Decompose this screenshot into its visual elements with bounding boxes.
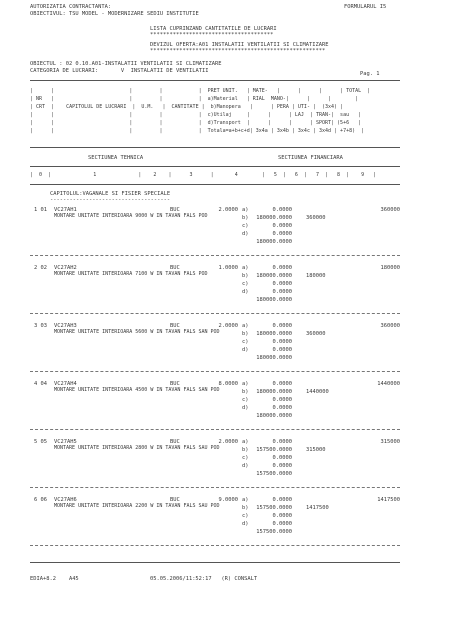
item-separator: [30, 313, 400, 314]
item-code: VC27AH2: [54, 265, 77, 271]
price-c: 0.0000: [272, 513, 292, 519]
contractor-line: AUTORIZATIA CONTRACTANTA:: [30, 4, 112, 10]
price-d: 0.0000: [272, 347, 292, 353]
price-letter: d): [242, 347, 249, 353]
price-letter: a): [242, 323, 249, 329]
item-manopera-value: 180000: [306, 273, 326, 279]
price-letter: a): [242, 439, 249, 445]
price-letter: c): [242, 455, 249, 461]
item-separator: [30, 371, 400, 372]
item-nr: 3 03: [34, 323, 47, 329]
price-letter: d): [242, 463, 249, 469]
item-um: BUC: [170, 497, 180, 503]
item-manopera-value: 1417500: [306, 505, 329, 511]
price-total: 180000.0000: [256, 413, 292, 419]
price-letter: a): [242, 207, 249, 213]
item-description: MONTARE UNITATE INTERIOARA 7100 W IN TAVAN FALS POD: [54, 271, 208, 277]
item-manopera-value: 360000: [306, 215, 326, 221]
price-letter: a): [242, 381, 249, 387]
item-separator: [30, 429, 400, 430]
price-a: 0.0000: [272, 207, 292, 213]
item-manopera-value: 1440000: [306, 389, 329, 395]
item-um: BUC: [170, 323, 180, 329]
header-top-rule: [30, 80, 400, 81]
price-d: 0.0000: [272, 521, 292, 527]
price-c: 0.0000: [272, 223, 292, 229]
item-description: MONTARE UNITATE INTERIOARA 2200 W IN TAVAN FALS SAU POD: [54, 503, 220, 509]
price-letter: c): [242, 513, 249, 519]
price-b: 180000.0000: [256, 331, 292, 337]
header-line-5: | | | | | d)Transport | | | | SPORT| (5+6 |: [30, 120, 362, 126]
section-financiara: SECTIUNEA FINANCIARA: [278, 155, 343, 161]
header-line-6: | | | | | Totala=a+b+c+d| 3x4a | 3x4b | 3x4c | 3x4d | +7+8) |: [30, 128, 365, 134]
column-numbers-rule: [30, 184, 400, 185]
price-letter: b): [242, 505, 249, 511]
section-rule: [30, 166, 400, 167]
item-total: 1440000: [377, 381, 400, 387]
item-code: VC27AH1: [54, 207, 77, 213]
item-um: BUC: [170, 439, 180, 445]
item-code: VC27AH4: [54, 381, 77, 387]
work-title: DEVIZUL OFERTA:A01 INSTALATII VENTILATII SI CLIMATIZARE: [150, 42, 329, 48]
category-line: CATEGORIA DE LUCRARI: V INSTALATII DE VENTILATII: [30, 68, 209, 74]
price-letter: c): [242, 281, 249, 287]
list-title: LISTA CUPRINZAND CANTITATILE DE LUCRARI: [150, 26, 277, 32]
item-description: MONTARE UNITATE INTERIOARA 4500 W IN TAVAN FALS SAN POD: [54, 387, 220, 393]
price-a: 0.0000: [272, 323, 292, 329]
price-letter: b): [242, 389, 249, 395]
header-mid-rule: [30, 147, 400, 148]
item-total: 315000: [380, 439, 400, 445]
item-nr: 4 04: [34, 381, 47, 387]
item-manopera-value: 315000: [306, 447, 326, 453]
item-code: VC27AH3: [54, 323, 77, 329]
price-c: 0.0000: [272, 397, 292, 403]
price-total: 180000.0000: [256, 297, 292, 303]
price-c: 0.0000: [272, 281, 292, 287]
item-separator: [30, 255, 400, 256]
item-nr: 2 02: [34, 265, 47, 271]
item-quantity: 2.0000: [218, 439, 238, 445]
price-letter: d): [242, 231, 249, 237]
price-c: 0.0000: [272, 455, 292, 461]
item-description: MONTARE UNITATE INTERIOARA 9000 W IN TAVAN FALS POD: [54, 213, 208, 219]
price-total: 180000.0000: [256, 239, 292, 245]
list-title-stars: **************************************: [150, 32, 274, 38]
price-letter: a): [242, 497, 249, 503]
item-separator: [30, 487, 400, 488]
price-letter: d): [242, 405, 249, 411]
price-letter: b): [242, 331, 249, 337]
footer-datetime: 05.05.2006/11:52:17 (R) CONSALT: [150, 576, 258, 582]
header-line-2: | NR | | | | a)Material | RIAL MANO-| | | |: [30, 96, 359, 102]
price-letter: d): [242, 521, 249, 527]
price-a: 0.0000: [272, 497, 292, 503]
item-manopera-value: 360000: [306, 331, 326, 337]
objective-line: OBIECTIVUL: TSU MODEL - MODERNIZARE SEDIU INSTITUTIE: [30, 11, 199, 17]
price-d: 0.0000: [272, 405, 292, 411]
item-total: 360000: [380, 323, 400, 329]
price-total: 180000.0000: [256, 355, 292, 361]
item-quantity: 9.0000: [218, 497, 238, 503]
item-um: BUC: [170, 207, 180, 213]
item-quantity: 2.0000: [218, 323, 238, 329]
item-total: 180000: [380, 265, 400, 271]
price-d: 0.0000: [272, 463, 292, 469]
price-letter: d): [242, 289, 249, 295]
item-nr: 1 01: [34, 207, 47, 213]
price-letter: c): [242, 397, 249, 403]
item-separator: [30, 545, 400, 546]
price-letter: b): [242, 215, 249, 221]
chapter-title: CAPITOLUL:VAGANALE SI FISIER SPECIALE: [50, 191, 171, 197]
form-label: FORMULARUL I5: [344, 4, 387, 10]
item-nr: 6 06: [34, 497, 47, 503]
chapter-underline: -------------------------------------: [50, 197, 171, 203]
footer-edition: EDIA+8.2 A45: [30, 576, 79, 582]
price-b: 180000.0000: [256, 215, 292, 221]
item-quantity: 8.0000: [218, 381, 238, 387]
price-a: 0.0000: [272, 265, 292, 271]
price-d: 0.0000: [272, 231, 292, 237]
item-description: MONTARE UNITATE INTERIOARA 5600 W IN TAVAN FALS SAN POD: [54, 329, 220, 335]
item-total: 360000: [380, 207, 400, 213]
price-b: 157500.0000: [256, 505, 292, 511]
header-line-3: | CRT | CAPITOLUL DE LUCRARI | U.M. | CANTITATE | b)Manopera | | PERA | UTI- | (3x4) |: [30, 104, 344, 110]
work-title-stars: ******************************************************: [150, 48, 326, 54]
price-letter: b): [242, 273, 249, 279]
price-letter: c): [242, 223, 249, 229]
section-tehnica: SECTIUNEA TEHNICA: [88, 155, 144, 161]
price-c: 0.0000: [272, 339, 292, 345]
price-total: 157500.0000: [256, 529, 292, 535]
column-numbers: | 0 | 1 | 2 | 3 | 4 | 5 | 6 | 7 | 8 | 9 |: [30, 172, 377, 178]
price-letter: a): [242, 265, 249, 271]
page-number: Pag. 1: [360, 71, 380, 77]
item-um: BUC: [170, 265, 180, 271]
item-total: 1417500: [377, 497, 400, 503]
price-a: 0.0000: [272, 439, 292, 445]
item-code: VC27AH6: [54, 497, 77, 503]
item-nr: 5 05: [34, 439, 47, 445]
price-b: 180000.0000: [256, 389, 292, 395]
item-quantity: 1.0000: [218, 265, 238, 271]
header-line-1: | | | | | PRET UNIT. | MATE- | | | | TOTAL |: [30, 88, 371, 94]
header-line-4: | | | | | c)Utilaj | | | LAJ | TRAN-| sau |: [30, 112, 362, 118]
item-code: VC27AH5: [54, 439, 77, 445]
price-d: 0.0000: [272, 289, 292, 295]
price-letter: b): [242, 447, 249, 453]
footer-rule: [30, 562, 400, 563]
price-b: 180000.0000: [256, 273, 292, 279]
item-quantity: 2.0000: [218, 207, 238, 213]
price-total: 157500.0000: [256, 471, 292, 477]
item-description: MONTARE UNITATE INTERIOARA 2800 W IN TAVAN FALS SAU POD: [54, 445, 220, 451]
object-line: OBIECTUL : 02 0.10.A01-INSTALATII VENTILATII SI CLIMATIZARE: [30, 61, 222, 67]
item-um: BUC: [170, 381, 180, 387]
price-a: 0.0000: [272, 381, 292, 387]
price-b: 157500.0000: [256, 447, 292, 453]
price-letter: c): [242, 339, 249, 345]
